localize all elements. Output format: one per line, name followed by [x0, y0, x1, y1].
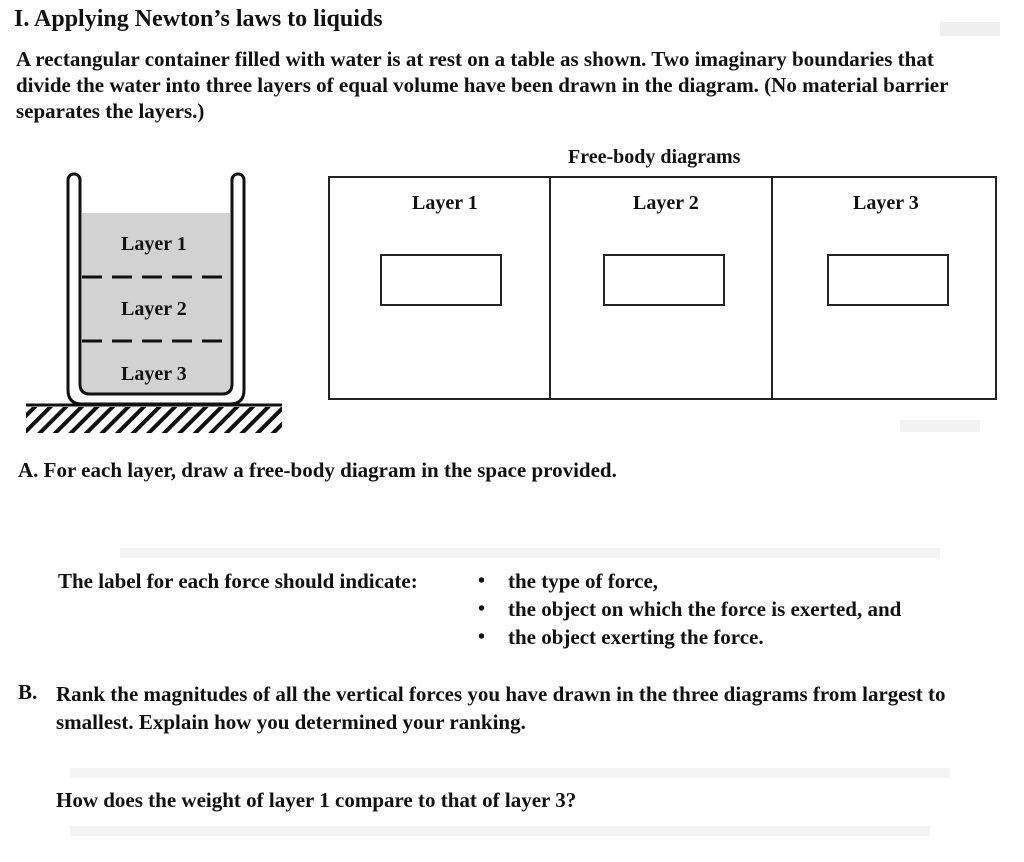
- section-heading: I. Applying Newton’s laws to liquids: [14, 6, 383, 32]
- bleed-through-block-5: [70, 826, 930, 836]
- bleed-through-block-4: [70, 768, 950, 778]
- container-layer-2-label: Layer 2: [121, 298, 187, 320]
- free-body-panel-layer-1[interactable]: [328, 176, 551, 400]
- part-a-instruction: A. For each layer, draw a free-body diagram in the space provided.: [18, 458, 617, 482]
- weight-comparison-question: How does the weight of layer 1 compare to that of layer 3?: [56, 788, 577, 812]
- container-layer-3-label: Layer 3: [121, 363, 187, 385]
- bullet-marker-2: •: [478, 598, 486, 620]
- layer-3-object-box: [827, 254, 949, 306]
- bleed-through-block-1: [940, 22, 1000, 36]
- free-body-caption: Free-body diagrams: [568, 146, 741, 168]
- part-b-letter: B.: [18, 680, 38, 704]
- bullet-marker-3: •: [478, 626, 486, 648]
- bullet-marker-1: •: [478, 570, 486, 592]
- part-b-instruction: Rank the magnitudes of all the vertical forces you have drawn in the three diagrams from largest to smallest. Explain how you determined your ranking.: [56, 682, 946, 734]
- panel-label-layer-3: Layer 3: [853, 192, 919, 214]
- bleed-through-block-3: [120, 548, 940, 558]
- force-label-bullet-2: the object on which the force is exerted, and: [508, 597, 902, 621]
- free-body-panel-layer-2[interactable]: [549, 176, 773, 400]
- free-body-panel-layer-3[interactable]: [771, 176, 997, 400]
- intro-paragraph: A rectangular container filled with water is at rest on a table as shown. Two imaginary boundaries that divide the water into three layers of equal volume have been drawn in the diagram. (No material barrier separates the layers.): [16, 47, 949, 123]
- table-hatching: [26, 407, 282, 433]
- bleed-through-block-2: [900, 420, 980, 432]
- layer-2-object-box: [603, 254, 725, 306]
- force-label-bullet-3: the object exerting the force.: [508, 625, 764, 649]
- container-layer-1-label: Layer 1: [121, 233, 187, 255]
- force-label-bullet-1: the type of force,: [508, 569, 659, 593]
- layer-1-object-box: [380, 254, 502, 306]
- force-label-intro: The label for each force should indicate:: [58, 569, 418, 593]
- panel-label-layer-1: Layer 1: [412, 192, 478, 214]
- panel-label-layer-2: Layer 2: [633, 192, 699, 214]
